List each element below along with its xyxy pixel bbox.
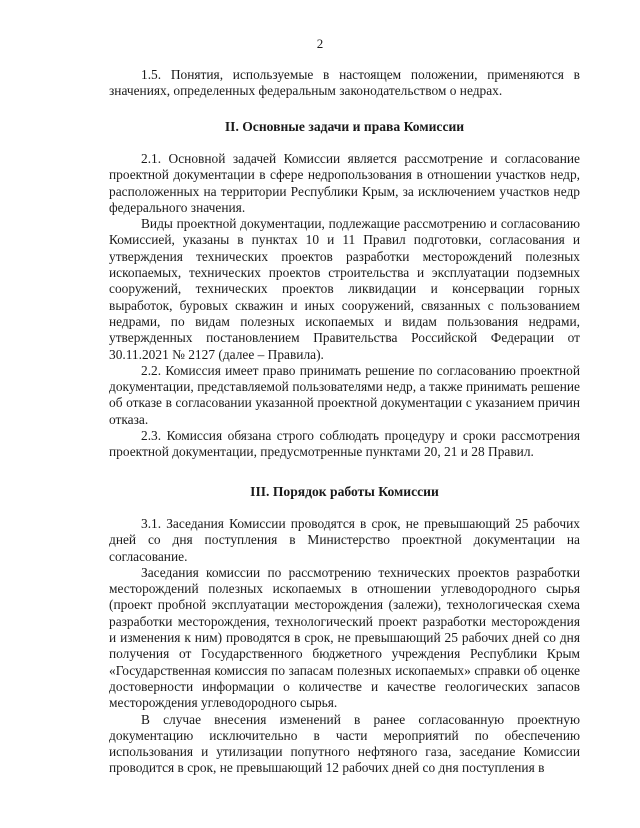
section-2-heading-block xyxy=(109,118,580,135)
paragraph-3-1: 3.1. Заседания Комиссии проводятся в срок, не превышающий 25 рабочих дней со дня поступления в Министерство проектной документации на согласование. xyxy=(109,516,580,564)
section-3-heading-block xyxy=(109,483,580,500)
section-2-body xyxy=(109,151,580,461)
paragraph-gas-changes: В случае внесения изменений в ранее согласованную проектную документацию исключительно в части мероприятий по обеспечению использования и утилизации попутного нефтяного газа, заседание Комиссии проводится в срок, не превышающий 12 рабочих дней со дня поступления в xyxy=(109,711,580,776)
paragraph-2-1: 2.1. Основной задачей Комиссии является рассмотрение и согласование проектной документации в сфере недропользования в отношении участков недр, расположенных на территории Республики Крым, за исключением участков недр федерального значения. xyxy=(109,151,580,215)
section-2-heading: II. Основные задачи и права Комиссии xyxy=(224,119,465,134)
paragraph-document-types: Виды проектной документации, подлежащие рассмотрению и согласованию Комиссией, указаны в пунктах 10 и 11 Правил подготовки, согласования и утверждения технических проектов разработки месторождений полезных ископаемых, технических проектов строительства и эксплуатации подземных сооружений, технических проектов ликвидации и консервации горных выработок, буровых скважин и иных сооружений, связанных с пользованием недрами, по видам полезных ископаемых и видам пользования недрами, утвержденных постановлением Правительства Российской Федерации от 30.11.2021 № 2127 (далее – Правила). xyxy=(109,216,580,362)
paragraph-2-3: 2.3. Комиссия обязана строго соблюдать процедуру и сроки рассмотрения проектной документации, предусмотренные пунктами 20, 21 и 28 Правил. xyxy=(109,428,580,460)
section-3-heading: III. Порядок работы Комиссии xyxy=(250,484,439,499)
paragraph-2-2: 2.2. Комиссия имеет право принимать решение по согласованию проектной документации, представляемой пользователями недр, а также принимать решение об отказе в согласовании указанной проектной документации с указанием причин отказа. xyxy=(109,362,580,427)
page-number: 2 xyxy=(316,36,324,51)
paragraph-hydrocarbon-projects: Заседания комиссии по рассмотрению технических проектов разработки месторождений полезных ископаемых в отношении углеводородного сырья (проект пробной эксплуатации месторождения (залежи), технологическая схема разработки месторождения, технологический проект разработки месторождения и изменения к ним) проводятся в срок, не превышающий 25 рабочих дней со дня получения от Государственного бюджетного учреждения Республики Крым «Государственная комиссия по запасам полезных ископаемых» справки об оценке достоверности информации о количестве и качестве геологических запасов месторождения углеводородного сырья. xyxy=(109,564,580,711)
paragraph-1-5-block xyxy=(109,67,580,100)
section-3-body xyxy=(109,516,580,777)
paragraph-1-5: 1.5. Понятия, используемые в настоящем положении, применяются в значениях, определенных федеральным законодательством о недрах. xyxy=(109,67,580,99)
